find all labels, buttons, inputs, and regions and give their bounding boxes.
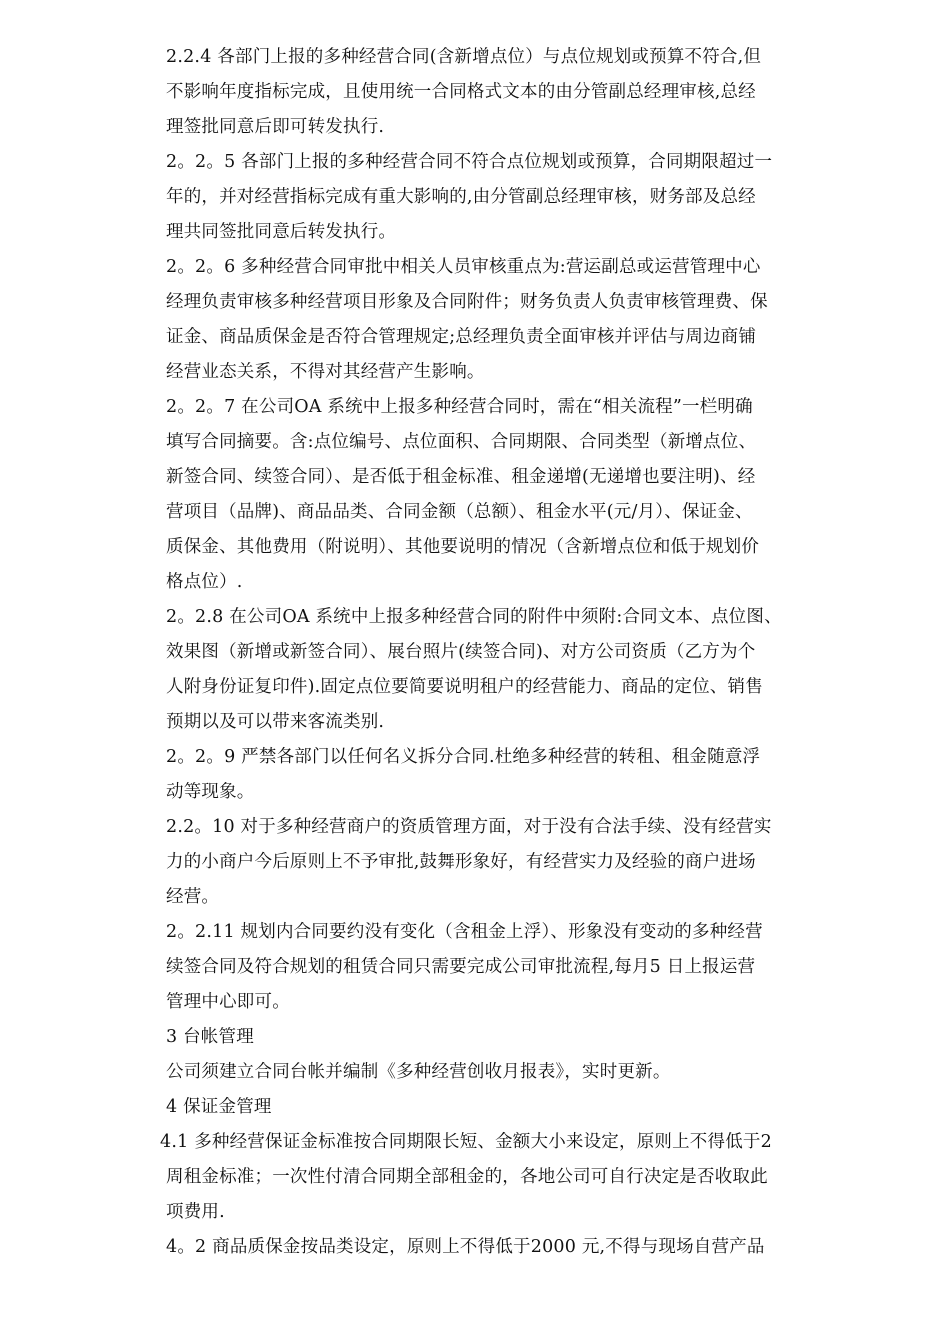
section-heading: 4 保证金管理 — [166, 1097, 272, 1117]
text-line: 人附身份证复印件).固定点位要简要说明租户的经营能力、商品的定位、销售 — [166, 677, 763, 697]
text-line: 证金、商品质保金是否符合管理规定;总经理负责全面审核并评估与周边商铺 — [166, 327, 757, 347]
text-line: 续签合同及符合规划的租赁合同只需要完成公司审批流程,每月5 日上报运营 — [166, 957, 756, 977]
text-line: 动等现象。 — [166, 782, 255, 802]
text-line: 新签合同、续签合同）、是否低于租金标准、租金递增(无递增也要注明)、经 — [166, 467, 756, 487]
text-line: 管理中心即可。 — [166, 992, 290, 1012]
text-line: 4.1 多种经营保证金标准按合同期限长短、金额大小来设定，原则上不得低于2 — [160, 1132, 772, 1152]
text-line: 年的，并对经营指标完成有重大影响的,由分管副总经理审核，财务部及总经 — [166, 187, 756, 207]
text-line: 质保金、其他费用（附说明）、其他要说明的情况（含新增点位和低于规划价 — [166, 537, 760, 557]
text-line: 预期以及可以带来客流类别. — [166, 712, 385, 732]
text-line: 2。2.8 在公司OA 系统中上报多种经营合同的附件中须附:合同文本、点位图、 — [166, 607, 782, 627]
text-line: 理签批同意后即可转发执行. — [166, 117, 385, 137]
text-line: 2.2.4 各部门上报的多种经营合同(含新增点位）与点位规划或预算不符合,但 — [166, 47, 762, 67]
text-line: 力的小商户今后原则上不予审批,鼓舞形象好，有经营实力及经验的商户进场 — [166, 852, 756, 872]
text-line: 经理负责审核多种经营项目形象及合同附件；财务负责人负责审核管理费、保 — [166, 292, 768, 312]
text-line: 公司须建立合同台帐并编制《多种经营创收月报表》，实时更新。 — [166, 1062, 671, 1082]
section-heading: 3 台帐管理 — [166, 1027, 254, 1047]
text-line: 格点位）. — [166, 572, 243, 592]
text-line: 经营。 — [166, 887, 220, 907]
text-line: 填写合同摘要。含:点位编号、点位面积、合同期限、合同类型（新增点位、 — [166, 432, 757, 452]
text-line: 理共同签批同意后转发执行。 — [166, 222, 397, 242]
text-line: 2。2。6 多种经营合同审批中相关人员审核重点为:营运副总或运营管理中心 — [166, 257, 761, 277]
text-line: 周租金标准；一次性付清合同期全部租金的，各地公司可自行决定是否收取此 — [166, 1167, 768, 1187]
text-line: 经营业态关系，不得对其经营产生影响。 — [166, 362, 485, 382]
text-line: 营项目（品牌)、商品品类、合同金额（总额）、租金水平(元/月）、保证金、 — [166, 502, 753, 522]
text-line: 4。2 商品质保金按品类设定，原则上不得低于2000 元,不得与现场自营产品 — [166, 1237, 765, 1257]
text-line: 2.2。10 对于多种经营商户的资质管理方面，对于没有合法手续、没有经营实 — [166, 817, 772, 837]
text-line: 项费用. — [166, 1202, 225, 1222]
text-line: 不影响年度指标完成，且使用统一合同格式文本的由分管副总经理审核,总经 — [166, 82, 756, 102]
text-line: 2。2。5 各部门上报的多种经营合同不符合点位规划或预算，合同期限超过一 — [166, 152, 773, 172]
text-line: 2。2。9 严禁各部门以任何名义拆分合同.杜绝多种经营的转租、租金随意浮 — [166, 747, 761, 767]
text-line: 2。2.11 规划内合同要约没有变化（含租金上浮）、形象没有变动的多种经营 — [166, 922, 763, 942]
text-line: 2。2。7 在公司OA 系统中上报多种经营合同时，需在“相关流程”一栏明确 — [166, 397, 753, 417]
text-line: 效果图（新增或新签合同）、展台照片(续签合同)、对方公司资质（乙方为个 — [166, 642, 756, 662]
